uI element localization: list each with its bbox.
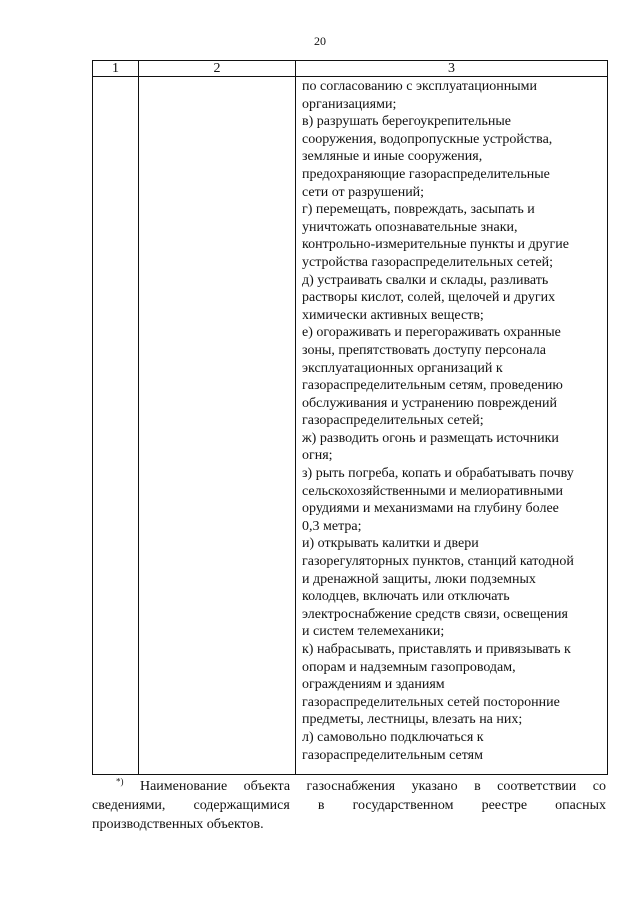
table-header-row <box>93 61 608 77</box>
text-line: и систем телемеханики; <box>302 624 445 640</box>
text-line: и) открывать калитки и двери <box>302 536 479 552</box>
footnote-line: сведениями, содержащимися в государственном реестре опасных <box>92 798 606 813</box>
column-3-cell <box>296 77 608 775</box>
column-header-3: 3 <box>296 61 608 77</box>
text-line: организациями; <box>302 96 397 112</box>
text-line: по согласованию с эксплуатационными <box>302 79 537 94</box>
column-3-text <box>296 77 607 764</box>
text-line: орудиями и механизмами на глубину более <box>302 501 559 517</box>
footnote-line: *) Наименование объекта газоснабжения указано в соответствии со <box>116 776 606 794</box>
requirements-table <box>92 60 608 775</box>
text-line: и дренажной защиты, люки подземных <box>302 571 536 587</box>
text-line: опорам и надземным газопроводам, <box>302 659 516 675</box>
text-line: предметы, лестницы, влезать на них; <box>302 712 523 728</box>
text-line: газораспределительных сетей посторонние <box>302 694 560 710</box>
text-line: газорегуляторных пунктов, станций катодной <box>302 554 574 570</box>
text-line: предохраняющие газораспределительные <box>302 166 550 182</box>
footnote <box>92 777 606 834</box>
text-line: колодцев, включать или отключать <box>302 589 510 605</box>
text-line: электроснабжение средств связи, освещения <box>302 606 568 622</box>
text-line: ж) разводить огонь и размещать источники <box>302 430 559 446</box>
text-line: огня; <box>302 448 333 464</box>
text-line: эксплуатационных организаций к <box>302 360 503 376</box>
text-line: е) огораживать и перегораживать охранные <box>302 325 561 341</box>
text-line: в) разрушать берегоукрепительные <box>302 114 512 130</box>
text-line: з) рыть погреба, копать и обрабатывать почву <box>302 466 574 482</box>
page-number: 20 <box>314 34 326 48</box>
text-line: к) набрасывать, приставлять и привязывать к <box>302 642 571 657</box>
text-line: газораспределительным сетям, проведению <box>302 378 563 394</box>
text-line: уничтожать опознавательные знаки, <box>302 219 518 235</box>
column-2-cell <box>139 77 296 775</box>
text-line: контрольно-измерительные пункты и другие <box>302 237 569 253</box>
text-line: земляные и иные сооружения, <box>302 149 483 165</box>
text-line: химически активных веществ; <box>302 307 484 323</box>
text-line: сельскохозяйственными и мелиоративными <box>302 483 564 499</box>
column-header-1: 1 <box>93 61 139 77</box>
column-header-2: 2 <box>139 61 296 77</box>
text-line: устройства газораспределительных сетей; <box>302 254 554 270</box>
table-row <box>93 77 608 775</box>
footnote-line: производственных объектов. <box>92 817 264 832</box>
text-line: растворы кислот, солей, щелочей и других <box>302 290 556 306</box>
text-line: л) самовольно подключаться к <box>302 729 484 745</box>
text-line: 0,3 метра; <box>302 518 362 534</box>
text-line: сети от разрушений; <box>302 184 425 200</box>
text-line: ограждениям и зданиям <box>302 677 445 693</box>
column-1-cell <box>93 77 139 775</box>
text-line: газораспределительным сетям <box>302 747 483 763</box>
footnote-marker: *) <box>116 776 124 787</box>
text-line: зоны, препятствовать доступу персонала <box>302 342 546 358</box>
text-line: газораспределительных сетей; <box>302 413 484 429</box>
text-line: д) устраивать свалки и склады, разливать <box>302 272 549 288</box>
text-line: г) перемещать, повреждать, засыпать и <box>302 202 535 218</box>
text-line: обслуживания и устранению повреждений <box>302 395 558 411</box>
text-line: сооружения, водопропускные устройства, <box>302 131 553 147</box>
